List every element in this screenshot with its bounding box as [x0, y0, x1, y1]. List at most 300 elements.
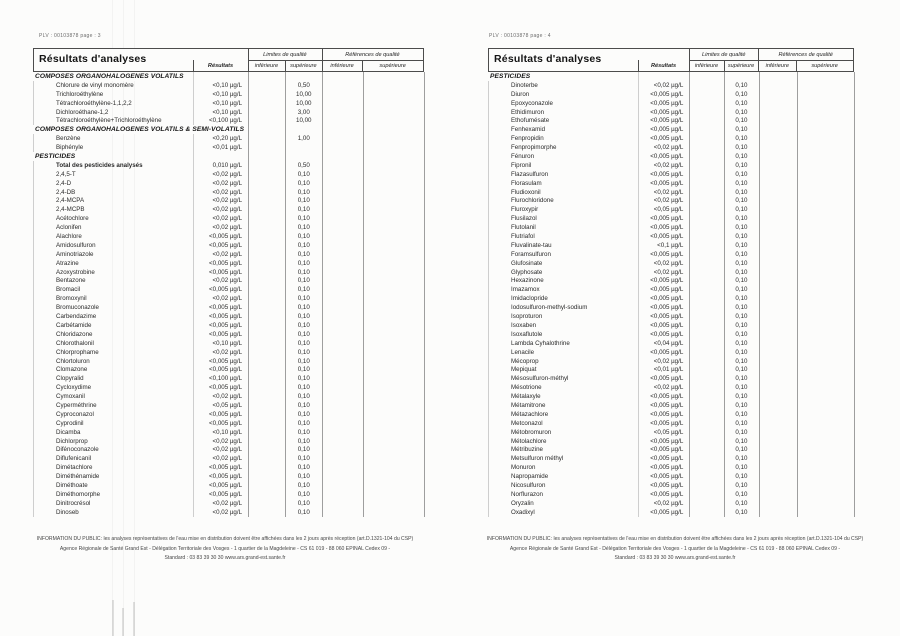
- limit-sup-value: 0,10: [297, 170, 310, 178]
- parameter-name: Métribuzine: [511, 446, 543, 454]
- parameter-name: Isoxaben: [511, 321, 537, 329]
- parameter-name: 2,4-DB: [56, 188, 76, 196]
- parameter-name: Cycloxydime: [56, 384, 92, 392]
- limit-sup-value: 0,10: [735, 481, 748, 489]
- parameter-name: Fenhexamid: [511, 126, 546, 134]
- section-header: [33, 152, 424, 161]
- analysis-row: [488, 365, 854, 374]
- parameter-name: 2,4-MCPB: [56, 206, 85, 214]
- result-value: <0,02 µg/L: [653, 188, 684, 196]
- limit-sup-value: 0,10: [735, 348, 748, 356]
- analysis-row: [33, 81, 424, 90]
- limit-sup-value: 0,10: [735, 419, 748, 427]
- result-value: <0,005 µg/L: [209, 419, 243, 427]
- analysis-row: [33, 232, 424, 241]
- result-value: <0,20 µg/L: [212, 135, 243, 143]
- parameter-name: Azoxystrobine: [56, 268, 95, 276]
- result-value: <0,005 µg/L: [650, 473, 684, 481]
- limit-sup-value: 0,10: [735, 375, 748, 383]
- limit-sup-value: 0,10: [297, 437, 310, 445]
- limit-sup-value: 0,10: [735, 153, 748, 161]
- analysis-row: [488, 205, 854, 214]
- footer-public-info: INFORMATION DU PUBLIC: les analyses représentatives de l'eau mise en distribution doivent être affichées dans les 2 jours après réception (art.D.1321-104 du CSP): [36, 536, 414, 542]
- analysis-row: [33, 383, 424, 392]
- analysis-row: [33, 134, 424, 143]
- analysis-row: [488, 276, 854, 285]
- result-value: <0,005 µg/L: [650, 233, 684, 241]
- parameter-name: Flusilazol: [511, 215, 537, 223]
- analysis-row: [33, 428, 424, 437]
- limit-sup-value: 0,10: [297, 357, 310, 365]
- analysis-row: [488, 437, 854, 446]
- limit-sup-value: 0,10: [735, 508, 748, 516]
- result-value: <0,005 µg/L: [650, 508, 684, 516]
- parameter-name: Flurochloridone: [511, 197, 554, 205]
- result-value: <0,005 µg/L: [650, 179, 684, 187]
- result-value: <0,005 µg/L: [650, 108, 684, 116]
- result-value: <0,005 µg/L: [209, 286, 243, 294]
- limit-sup-value: 0,10: [735, 241, 748, 249]
- limit-sup-value: 0,10: [735, 295, 748, 303]
- parameter-name: Chlortoluron: [56, 357, 90, 365]
- parameter-name: Flazasulfuron: [511, 170, 549, 178]
- analysis-row: [33, 170, 424, 179]
- result-value: <0,02 µg/L: [212, 508, 243, 516]
- parameter-name: Epoxyconazole: [511, 99, 553, 107]
- result-value: <0,02 µg/L: [212, 224, 243, 232]
- parameter-name: Fludioxonil: [511, 188, 541, 196]
- analysis-row: [33, 223, 424, 232]
- limit-sup-value: 0,10: [735, 277, 748, 285]
- limit-sup-value: 0,10: [297, 393, 310, 401]
- table-body-page1: [488, 72, 854, 517]
- parameter-name: Fenpropidin: [511, 135, 544, 143]
- result-value: <0,02 µg/L: [212, 455, 243, 463]
- parameter-name: Cyproconazol: [56, 410, 94, 418]
- result-value: <0,005 µg/L: [650, 99, 684, 107]
- result-value: <0,02 µg/L: [212, 170, 243, 178]
- analysis-row: [33, 99, 424, 108]
- result-value: <0,02 µg/L: [653, 384, 684, 392]
- limit-sup-value: 0,10: [735, 490, 748, 498]
- result-value: <0,02 µg/L: [653, 357, 684, 365]
- parameter-name: Atrazine: [56, 259, 79, 267]
- analysis-row: [488, 374, 854, 383]
- result-value: <0,005 µg/L: [209, 233, 243, 241]
- analysis-row: [33, 419, 424, 428]
- result-value: <0,005 µg/L: [650, 135, 684, 143]
- analysis-row: [488, 188, 854, 197]
- result-value: <0,005 µg/L: [650, 90, 684, 98]
- limit-sup-value: 0,10: [297, 277, 310, 285]
- limit-sup-value: 0,10: [735, 99, 748, 107]
- analysis-row: [488, 179, 854, 188]
- result-value: <0,02 µg/L: [653, 499, 684, 507]
- limit-sup-value: 0,10: [735, 473, 748, 481]
- parameter-name: Diméthoate: [56, 481, 88, 489]
- limit-sup-value: 0,10: [297, 321, 310, 329]
- analysis-row: [33, 348, 424, 357]
- column-limit-lower: inférieure: [694, 63, 719, 69]
- result-value: <0,02 µg/L: [212, 348, 243, 356]
- parameter-name: Biphényle: [56, 144, 84, 152]
- footer-agency-address: Agence Régionale de Santé Grand Est - Délégation Territoriale des Vosges - 1 quartier de la Magdeleine - CS 61 019 - 88 060 EPINAL Cedex 09 -: [59, 545, 391, 552]
- analysis-row: [33, 303, 424, 312]
- limit-sup-value: 0,10: [735, 179, 748, 187]
- result-value: <0,01 µg/L: [212, 144, 243, 152]
- analysis-row: [488, 410, 854, 419]
- result-value: <0,005 µg/L: [650, 393, 684, 401]
- parameter-name: Carbétamide: [56, 321, 92, 329]
- parameter-name: Monuron: [511, 464, 536, 472]
- limit-sup-value: 0,10: [297, 473, 310, 481]
- parameter-name: Lenacile: [511, 348, 535, 356]
- limit-sup-value: 0,10: [297, 233, 310, 241]
- analysis-row: [33, 481, 424, 490]
- result-value: <0,005 µg/L: [650, 490, 684, 498]
- analysis-row: [33, 108, 424, 117]
- column-results: Résultats: [650, 63, 677, 69]
- parameter-name: Diflufenicanil: [56, 455, 92, 463]
- result-value: <0,02 µg/L: [212, 206, 243, 214]
- analysis-row: [488, 294, 854, 303]
- plv-page-label: PLV : 00103878 page : 4: [489, 33, 551, 39]
- parameter-name: 2,4-MCPA: [56, 197, 85, 205]
- limit-sup-value: 0,10: [735, 170, 748, 178]
- result-value: <0,005 µg/L: [650, 401, 684, 409]
- analysis-row: [33, 276, 424, 285]
- parameter-name: Aclonifen: [56, 224, 82, 232]
- parameter-name: Aminotriazole: [56, 250, 94, 258]
- parameter-name: Cyprodinil: [56, 419, 84, 427]
- limit-sup-value: 10,00: [296, 117, 312, 125]
- result-value: <0,005 µg/L: [209, 366, 243, 374]
- result-value: <0,005 µg/L: [650, 375, 684, 383]
- analysis-row: [488, 392, 854, 401]
- parameter-name: Fenpropimorphe: [511, 144, 557, 152]
- result-value: <0,05 µg/L: [653, 206, 684, 214]
- parameter-name: Dichloroéthane-1,2: [56, 108, 109, 116]
- limit-sup-value: 0,10: [297, 401, 310, 409]
- analysis-row: [488, 508, 854, 517]
- analysis-row: [33, 392, 424, 401]
- parameter-name: Hexazinone: [511, 277, 544, 285]
- result-value: <0,005 µg/L: [650, 117, 684, 125]
- analysis-row: [33, 321, 424, 330]
- analysis-row: [488, 303, 854, 312]
- limit-sup-value: 0,10: [735, 446, 748, 454]
- section-header: [488, 72, 854, 81]
- analysis-row: [33, 401, 424, 410]
- parameter-name: Glyphosate: [511, 268, 543, 276]
- limit-sup-value: 0,10: [735, 117, 748, 125]
- parameter-name: Mésosulfuron-méthyl: [511, 375, 569, 383]
- result-value: <0,005 µg/L: [650, 437, 684, 445]
- table-header: [488, 48, 854, 72]
- parameter-name: Metconazol: [511, 419, 543, 427]
- result-value: <0,005 µg/L: [650, 126, 684, 134]
- analysis-row: [488, 463, 854, 472]
- parameter-name: Bromacil: [56, 286, 81, 294]
- parameter-name: Bromuconazole: [56, 304, 99, 312]
- parameter-name: 2,4,5-T: [56, 170, 76, 178]
- analysis-row: [488, 143, 854, 152]
- analysis-row: [488, 108, 854, 117]
- result-value: <0,005 µg/L: [209, 241, 243, 249]
- result-value: 0,010 µg/L: [212, 161, 243, 169]
- limit-sup-value: 0,10: [297, 481, 310, 489]
- result-value: <0,005 µg/L: [209, 259, 243, 267]
- column-reference-lower: inférieure: [330, 63, 354, 69]
- parameter-name: Isoxaflutole: [511, 330, 543, 338]
- limit-sup-value: 0,10: [735, 304, 748, 312]
- parameter-name: Métamitrone: [511, 401, 546, 409]
- analysis-row: [33, 365, 424, 374]
- column-reference-upper: supérieure: [811, 63, 838, 69]
- analysis-row: [33, 241, 424, 250]
- limit-sup-value: 0,10: [735, 313, 748, 321]
- analysis-row: [488, 339, 854, 348]
- result-value: <0,02 µg/L: [212, 295, 243, 303]
- parameter-name: Oryzalin: [511, 499, 534, 507]
- analysis-row: [488, 116, 854, 125]
- parameter-name: Oxadixyl: [511, 508, 535, 516]
- parameter-name: Chloridazone: [56, 330, 93, 338]
- limit-sup-value: 0,10: [297, 179, 310, 187]
- parameter-name: Fluroxypir: [511, 206, 539, 214]
- analysis-row: [33, 463, 424, 472]
- analysis-row: [488, 152, 854, 161]
- limit-sup-value: 0,10: [735, 144, 748, 152]
- footer-agency-contact: Standard : 03 83 39 30 30 www.ars.grand-est.sante.fr: [614, 555, 736, 561]
- analysis-row: [488, 481, 854, 490]
- result-value: <0,005 µg/L: [650, 224, 684, 232]
- analysis-row: [488, 125, 854, 134]
- footer-agency-contact: Standard : 03 83 39 30 30 www.ars.grand-est.sante.fr: [164, 555, 286, 561]
- limit-sup-value: 0,10: [735, 286, 748, 294]
- result-value: <0,1 µg/L: [657, 241, 684, 249]
- parameter-name: Metsulfuron méthyl: [511, 455, 564, 463]
- analysis-row: [488, 401, 854, 410]
- analysis-row: [488, 348, 854, 357]
- parameter-name: Dinoterbe: [511, 81, 538, 89]
- analysis-row: [488, 232, 854, 241]
- parameter-name: Lambda Cyhalothrine: [511, 339, 570, 347]
- analysis-row: [33, 205, 424, 214]
- result-value: <0,005 µg/L: [209, 410, 243, 418]
- column-group-limits: Limites de qualité: [263, 52, 307, 58]
- limit-sup-value: 0,10: [297, 348, 310, 356]
- analysis-row: [33, 312, 424, 321]
- parameter-name: Carbendazime: [56, 313, 97, 321]
- limit-sup-value: 0,10: [297, 295, 310, 303]
- result-value: <0,005 µg/L: [209, 490, 243, 498]
- limit-sup-value: 0,10: [735, 161, 748, 169]
- limit-sup-value: 0,10: [297, 464, 310, 472]
- analysis-row: [33, 490, 424, 499]
- parameter-name: Diuron: [511, 90, 530, 98]
- result-value: <0,005 µg/L: [650, 446, 684, 454]
- analysis-row: [488, 490, 854, 499]
- result-value: <0,005 µg/L: [650, 321, 684, 329]
- limit-sup-value: 0,10: [735, 357, 748, 365]
- parameter-name: Napropamide: [511, 473, 549, 481]
- result-value: <0,005 µg/L: [650, 410, 684, 418]
- parameter-name: Florasulam: [511, 179, 542, 187]
- result-value: <0,005 µg/L: [650, 304, 684, 312]
- parameter-name: Mésotrione: [511, 384, 542, 392]
- analysis-row: [33, 294, 424, 303]
- limit-sup-value: 0,10: [735, 126, 748, 134]
- parameter-name: Alachlore: [56, 233, 82, 241]
- analysis-row: [488, 383, 854, 392]
- parameter-name: Flutolanil: [511, 224, 536, 232]
- result-value: <0,02 µg/L: [212, 393, 243, 401]
- analysis-row: [488, 472, 854, 481]
- limit-sup-value: 0,10: [297, 206, 310, 214]
- result-value: <0,02 µg/L: [212, 446, 243, 454]
- result-value: <0,02 µg/L: [212, 188, 243, 196]
- result-value: <0,005 µg/L: [650, 330, 684, 338]
- limit-sup-value: 0,10: [735, 81, 748, 89]
- analysis-row: [33, 143, 424, 152]
- result-value: <0,005 µg/L: [209, 473, 243, 481]
- parameter-name: 2,4-D: [56, 179, 72, 187]
- analysis-row: [488, 223, 854, 232]
- analysis-row: [488, 312, 854, 321]
- limit-sup-value: 0,10: [735, 250, 748, 258]
- column-line: [854, 72, 855, 517]
- result-value: <0,01 µg/L: [653, 366, 684, 374]
- result-value: <0,005 µg/L: [650, 481, 684, 489]
- table-body-page0: [33, 72, 424, 517]
- parameter-name: Amidosulfuron: [56, 241, 96, 249]
- limit-sup-value: 0,10: [735, 108, 748, 116]
- result-value: <0,005 µg/L: [209, 321, 243, 329]
- result-value: <0,005 µg/L: [650, 313, 684, 321]
- footer-agency-address: Agence Régionale de Santé Grand Est - Délégation Territoriale des Vosges - 1 quartier de la Magdeleine - CS 61 019 - 88 060 EPINAL Cedex 09 -: [509, 545, 841, 552]
- parameter-name: Clomazone: [56, 366, 88, 374]
- limit-sup-value: 0,10: [735, 384, 748, 392]
- parameter-name: Ethofumésate: [511, 117, 550, 125]
- column-limit-lower: inférieure: [254, 63, 279, 69]
- limit-sup-value: 0,50: [297, 81, 310, 89]
- limit-sup-value: 0,10: [297, 259, 310, 267]
- limit-sup-value: 0,10: [735, 135, 748, 143]
- result-value: <0,005 µg/L: [650, 153, 684, 161]
- analysis-row: [488, 499, 854, 508]
- parameter-name: Isoproturon: [511, 313, 543, 321]
- result-value: <0,005 µg/L: [209, 384, 243, 392]
- analysis-row: [488, 134, 854, 143]
- result-value: <0,10 µg/L: [212, 81, 243, 89]
- limit-sup-value: 0,10: [735, 339, 748, 347]
- result-value: <0,04 µg/L: [653, 339, 684, 347]
- limit-sup-value: 0,10: [735, 259, 748, 267]
- parameter-name: Mécoprop: [511, 357, 539, 365]
- result-value: <0,02 µg/L: [653, 81, 684, 89]
- parameter-name: Clopyralid: [56, 375, 84, 383]
- parameter-name: Foramsulfuron: [511, 250, 551, 258]
- limit-sup-value: 3,00: [297, 108, 310, 116]
- analysis-row: [33, 179, 424, 188]
- limit-sup-value: 0,10: [735, 428, 748, 436]
- parameter-name: Chlorothalonil: [56, 339, 94, 347]
- limit-sup-value: 0,10: [735, 321, 748, 329]
- analysis-row: [488, 81, 854, 90]
- limit-sup-value: 0,10: [297, 366, 310, 374]
- result-value: <0,10 µg/L: [212, 90, 243, 98]
- result-value: <0,005 µg/L: [209, 268, 243, 276]
- result-value: <0,02 µg/L: [653, 144, 684, 152]
- parameter-name: Ethidimuron: [511, 108, 545, 116]
- analysis-row: [488, 321, 854, 330]
- analysis-row: [488, 454, 854, 463]
- analysis-row: [488, 419, 854, 428]
- result-value: <0,02 µg/L: [212, 499, 243, 507]
- table-header: [33, 48, 424, 72]
- parameter-name: Chlorprophame: [56, 348, 99, 356]
- analysis-row: [488, 161, 854, 170]
- limit-sup-value: 0,10: [297, 375, 310, 383]
- parameter-name: Imazamox: [511, 286, 540, 294]
- section-header: [33, 125, 424, 134]
- analysis-row: [33, 161, 424, 170]
- result-value: <0,02 µg/L: [212, 250, 243, 258]
- limit-sup-value: 0,10: [297, 224, 310, 232]
- result-value: <0,02 µg/L: [653, 161, 684, 169]
- parameter-name: Dicamba: [56, 428, 81, 436]
- limit-sup-value: 0,10: [735, 197, 748, 205]
- parameter-name: Norflurazon: [511, 490, 543, 498]
- analysis-row: [488, 196, 854, 205]
- limit-sup-value: 0,10: [735, 90, 748, 98]
- result-value: <0,005 µg/L: [650, 419, 684, 427]
- parameter-name: Nicosulfuron: [511, 481, 546, 489]
- analysis-row: [33, 214, 424, 223]
- limit-sup-value: 0,10: [297, 428, 310, 436]
- limit-sup-value: 0,50: [297, 161, 310, 169]
- analysis-row: [33, 437, 424, 446]
- limit-sup-value: 0,10: [735, 410, 748, 418]
- analysis-row: [33, 90, 424, 99]
- result-value: <0,100 µg/L: [209, 117, 243, 125]
- parameter-name: Dinoseb: [56, 508, 79, 516]
- limit-sup-value: 0,10: [297, 446, 310, 454]
- limit-sup-value: 0,10: [297, 197, 310, 205]
- parameter-name: Tétrachloroéthylène+Trichloroéthylène: [56, 117, 162, 125]
- report-page-4: [450, 0, 900, 636]
- parameter-name: Acétochlore: [56, 215, 89, 223]
- limit-sup-value: 0,10: [297, 250, 310, 258]
- result-value: <0,005 µg/L: [650, 277, 684, 285]
- column-results: Résultats: [207, 63, 234, 69]
- analysis-row: [33, 410, 424, 419]
- limit-sup-value: 0,10: [735, 330, 748, 338]
- limit-sup-value: 0,10: [297, 490, 310, 498]
- analysis-row: [33, 357, 424, 366]
- parameter-name: Iodosulfuron-methyl-sodium: [511, 304, 588, 312]
- result-value: <0,05 µg/L: [653, 428, 684, 436]
- limit-sup-value: 0,10: [735, 233, 748, 241]
- limit-sup-value: 0,10: [735, 499, 748, 507]
- analysis-row: [33, 285, 424, 294]
- result-value: <0,02 µg/L: [212, 197, 243, 205]
- parameter-name: Métobromuron: [511, 428, 552, 436]
- parameter-name: Diméthénamide: [56, 473, 100, 481]
- parameter-name: Métolachlore: [511, 437, 547, 445]
- result-value: <0,100 µg/L: [209, 375, 243, 383]
